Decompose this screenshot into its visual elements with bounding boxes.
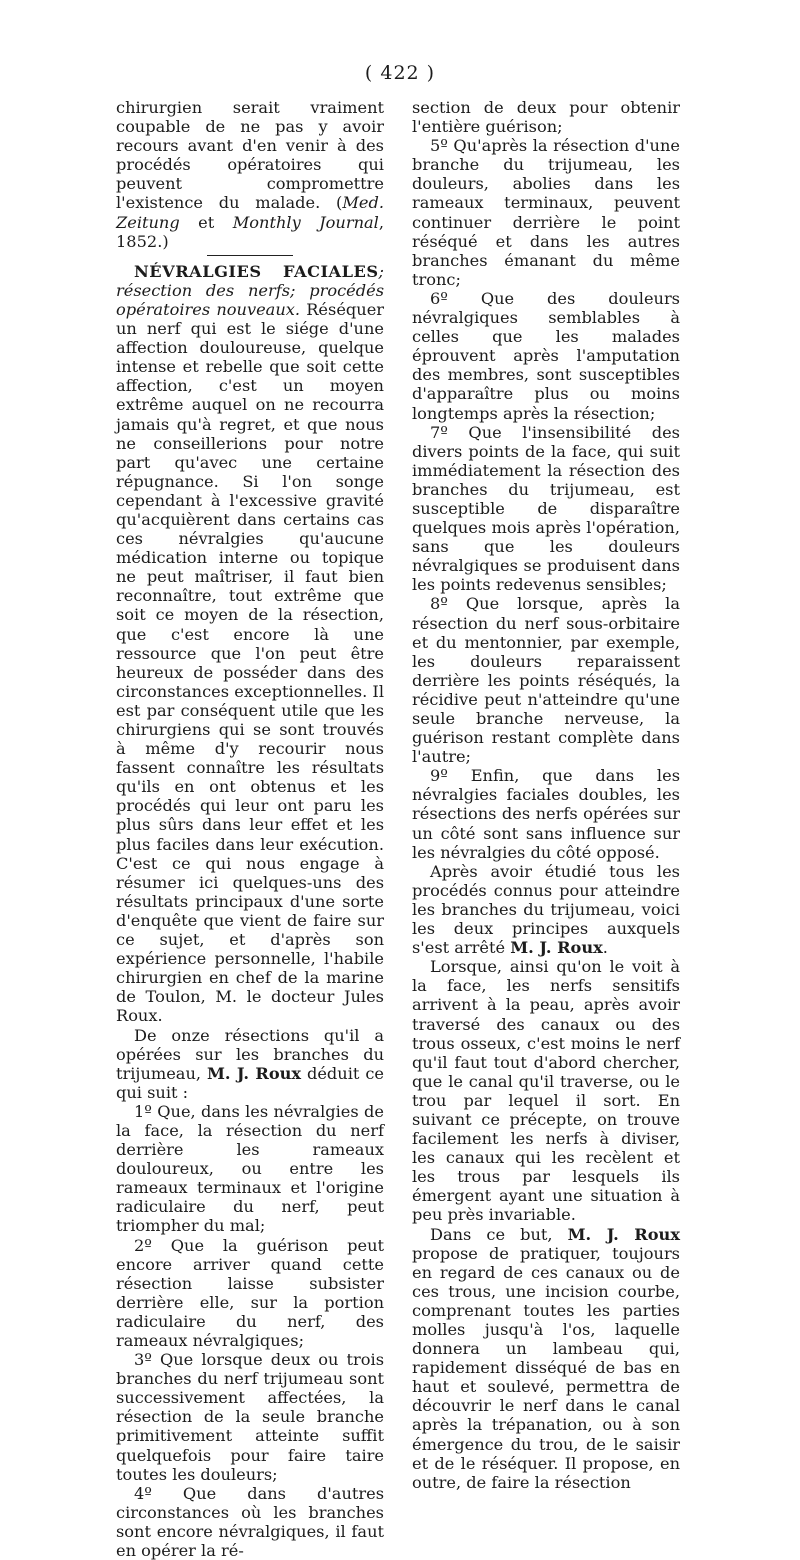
paragraph-lorsque: Lorsque, ainsi qu'on le voit à la face, les nerfs sensitifs arrivent à la peau, après avoir traversé des canaux ou des trous osseux, c'est moins le nerf qu'il faut tout d'abord chercher, que le canal qu'il traverse, ou le trou par lequel il sort. En suivant ce précepte, on trouve facilement les nerfs à diviser, les canaux qui les recèlent et les trous par lesquels ils émergent ayant une situation à peu près invariable. [412, 957, 680, 1225]
author-name: M. J. Roux [567, 1224, 680, 1244]
paragraph-intro [116, 98, 384, 251]
citation-and: et [179, 212, 233, 232]
list-item-2: 2º Que la guérison peut encore arriver quand cette résection laisse subsister derrière elle, sur la portion radiculaire du nerf, des rameaux névralgiques; [116, 1235, 384, 1350]
list-item-6: 6º Que des douleurs névralgiques semblables à celles que les malades éprouvent après l'amputation des membres, sont susceptibles d'apparaître plus ou moins longtemps après la résection; [412, 288, 680, 423]
citation-open: ( [335, 193, 343, 213]
section-body: Réséquer un nerf qui est le siége d'une affection douloureuse, quelque intense et rebelle que soit cette affection, c'est un moyen extrême auquel on ne recourra jamais qu'à regret, et que nous ne conseillerions pour notre part qu'avec une certaine répugnance. Si l'on songe cependant à l'excessive gravité qu'acquièrent dans certains cas ces névralgies qu'aucune médication interne ou topique ne peut maîtriser, il faut bien reconnaître, tout extrême que soit ce moyen de la résection, que c'est encore là une ressource que l'on peut être heureux de posséder dans des circonstances exceptionnelles. Il est par conséquent utile que les chirurgiens qui se sont trouvés à même d'y recourir nous fassent connaître les résultats qu'ils en ont obtenus et les procédés qui leur ont paru les plus sûrs dans leur effet et les plus faciles dans leur exécution. C'est ce qui nous engage à résumer ici quelques-uns des résultats principaux d'une sorte d'enquête que vient de faire sur ce sujet, et d'après son expérience personnelle, l'habile chirurgien en chef de la marine de Toulon, M. le docteur Jules Roux. [116, 299, 385, 1026]
text-run: . [602, 938, 608, 958]
section-title: NÉVRALGIES FACIALES [134, 261, 379, 281]
text-run: De onze résections qu'il a opérées sur les branches du trijumeau, [116, 1025, 384, 1083]
left-column [116, 98, 384, 1560]
list-item-9: 9º Enfin, que dans les névralgies faciales doubles, les résections des nerfs opérées sur un côté sont sans influence sur les névralgies du côté opposé. [412, 766, 680, 862]
paragraph-principles [412, 862, 680, 957]
citation-journal-b: Monthly Journal [232, 212, 379, 232]
list-item-8: 8º Que lorsque, après la résection du nerf sous-orbitaire et du mentonnier, par exemple, les douleurs reparaissent derrière les points réséqués, la récidive peut n'atteindre qu'une seule branche nerveuse, la guérison restant complète dans l'autre; [412, 594, 680, 767]
list-item-1: 1º Que, dans les névralgies de la face, la résection du nerf derrière les rameaux douloureux, ou entre les rameaux terminaux et l'origine radiculaire du nerf, peut triompher du mal; [116, 1101, 384, 1236]
text-run: déduit ce qui suit : [116, 1063, 384, 1102]
paragraph-dans-ce-but [412, 1225, 680, 1492]
section-subtitle: ; résection des nerfs; procédés opératoires nouveaux. [116, 261, 384, 319]
page-number: ( 422 ) [364, 62, 436, 84]
author-name: M. J. Roux [510, 938, 603, 958]
list-item-5: 5º Qu'après la résection d'une branche du trijumeau, les douleurs, abolies dans les rameaux terminaux, peuvent continuer derrière le point réséqué et dans les autres branches émanant du même tronc; [412, 136, 680, 289]
text-run: propose de pratiquer, toujours en regard de ces canaux ou de ces trous, une incision courbe, comprenant toutes les parties molles jusqu'à l'os, laquelle donnera un lambeau qui, rapidement disséqué de bas en haut et soulevé, permettra de découvrir le nerf dans le canal après la trépanation, ou à son émergence du trou, de le saisir et de le réséquer. Il propose, en outre, de faire la résection [412, 1243, 680, 1492]
list-item-4: 4º Que dans d'autres circonstances où les branches sont encore névralgiques, il faut en opérer la ré- [116, 1483, 384, 1560]
list-item-3: 3º Que lorsque deux ou trois branches du nerf trijumeau sont successivement affectées, la résection de la seule branche primitivement atteinte suffit quelquefois pour faire taire toutes les douleurs; [116, 1350, 384, 1484]
text-run: Après avoir étudié tous les procédés connus pour atteindre les branches du trijumeau, voici les deux principes auxquels s'est arrêté [412, 861, 680, 958]
paragraph-onze-resections [116, 1026, 384, 1102]
citation-year: , 1852.) [116, 212, 384, 251]
section-divider [207, 255, 293, 256]
text-run: Dans ce but, [430, 1224, 568, 1244]
intro-text: chirurgien serait vraiment coupable de ne pas y avoir recours avant d'en venir à des procédés opératoires qui peuvent compromettre l'existence du malade. [116, 98, 384, 213]
author-name: M. J. Roux [206, 1063, 302, 1083]
list-item-4-continued: section de deux pour obtenir l'entière guérison; [412, 98, 680, 137]
list-item-7: 7º Que l'insensibilité des divers points de la face, qui suit immédiatement la résection des branches du trijumeau, est susceptible de disparaître quelques mois après l'opération, sans que les douleurs névralgiques se produisent dans les points redevenus sensibles; [412, 422, 680, 595]
citation-journal-a: Med. Zeitung [116, 193, 384, 232]
paragraph-section-heading [116, 262, 384, 1026]
right-column [412, 98, 680, 1492]
